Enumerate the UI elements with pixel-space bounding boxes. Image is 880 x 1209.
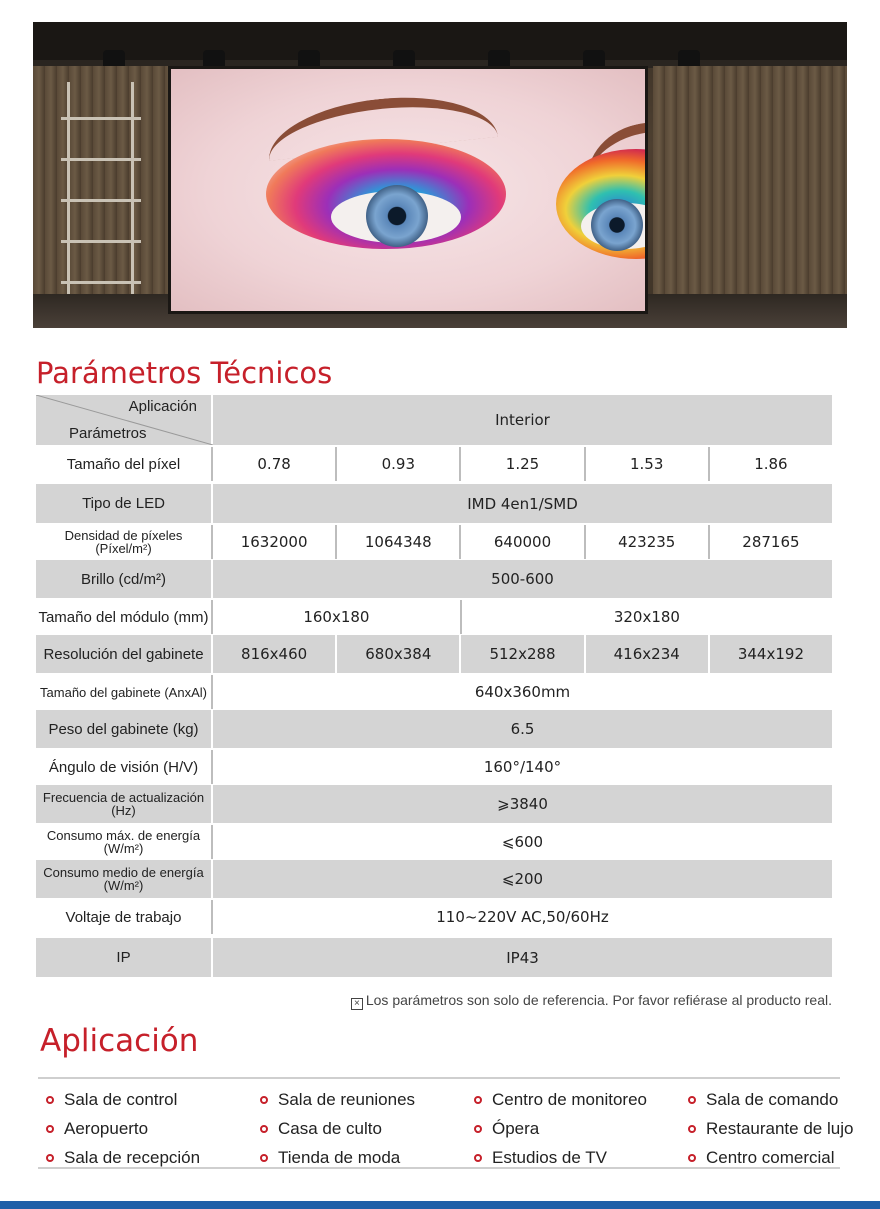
bullet-icon (260, 1096, 268, 1104)
table-row (36, 825, 832, 859)
list-item-label: Sala de reuniones (278, 1089, 416, 1109)
reference-note-text: Los parámetros son solo de referencia. Por favor refiérase al producto real. (365, 992, 832, 1008)
application-column (260, 1085, 415, 1172)
cell-value: 1064348 (335, 525, 459, 559)
cell-value: 816x460 (241, 645, 308, 663)
list-item (260, 1114, 415, 1143)
cell-value: ⩽600 (501, 833, 544, 851)
bullet-icon (46, 1125, 54, 1133)
list-item-label: Sala de comando (706, 1089, 839, 1109)
cell-value: 423235 (584, 525, 708, 559)
row-label: Voltaje de trabajo (36, 900, 213, 934)
table-header-row (36, 395, 832, 445)
bullet-icon (46, 1096, 54, 1104)
led-display (168, 66, 648, 314)
params-title: Parámetros Técnicos (36, 356, 333, 390)
bullet-icon (474, 1154, 482, 1162)
row-label: Peso del gabinete (kg) (36, 710, 213, 748)
row-label: Consumo máx. de energía (W/m²) (36, 825, 213, 859)
row-label: Tamaño del módulo (mm) (36, 600, 213, 634)
list-item (474, 1143, 647, 1172)
reference-note (351, 992, 832, 1009)
list-item-label: Casa de culto (278, 1118, 382, 1138)
bullet-icon (46, 1154, 54, 1162)
row-label: Tipo de LED (36, 484, 213, 523)
bullet-icon (260, 1154, 268, 1162)
table-row (36, 635, 832, 673)
cell-value: 1.25 (459, 447, 583, 481)
table-row (36, 750, 832, 784)
table-row (36, 938, 832, 977)
list-item-label: Aeropuerto (64, 1118, 149, 1138)
list-item-label: Restaurante de lujo (706, 1118, 854, 1138)
list-item (260, 1085, 415, 1114)
list-item (688, 1085, 853, 1114)
row-label: Tamaño del gabinete (AnxAl) (36, 675, 213, 709)
header-application-label: Aplicación (128, 398, 197, 415)
cell-value: 640000 (459, 525, 583, 559)
cell-value: 320x180 (460, 600, 832, 634)
table-row (36, 560, 832, 598)
list-item (46, 1085, 200, 1114)
header-parameters-label: Parámetros (69, 425, 147, 442)
bullet-icon (260, 1125, 268, 1133)
header-corner-cell (36, 395, 213, 445)
application-column (46, 1085, 200, 1172)
cell-value: 416x234 (584, 635, 708, 673)
bottom-bar (0, 1201, 880, 1209)
iris-left (366, 185, 428, 247)
cell-value: IP43 (506, 948, 539, 967)
led-screen-photo (33, 22, 847, 328)
cell-value: 640x360mm (474, 683, 571, 701)
table-row (36, 447, 832, 481)
bullet-icon (688, 1154, 696, 1162)
cell-value: 110~220V AC,50/60Hz (436, 908, 609, 926)
list-item (46, 1143, 200, 1172)
table-row (36, 785, 832, 823)
application-column (688, 1085, 853, 1172)
curtain-right (653, 66, 847, 318)
list-item-label: Sala de recepción (64, 1147, 201, 1167)
cell-value: 680x384 (335, 635, 459, 673)
cell-value: 160x180 (303, 608, 370, 626)
cell-value: ⩽200 (501, 870, 544, 888)
header-interior-value: Interior (495, 411, 550, 429)
application-list (38, 1077, 854, 1169)
table-row (36, 860, 832, 898)
list-item-label: Sala de control (64, 1089, 178, 1109)
row-label: IP (36, 938, 213, 977)
cell-value: 0.93 (335, 447, 459, 481)
table-row (36, 675, 832, 709)
cell-value: 0.78 (257, 455, 291, 473)
cell-value: 512x288 (459, 635, 583, 673)
cell-value: 287165 (708, 525, 832, 559)
table-row (36, 525, 832, 559)
list-item-label: Ópera (492, 1118, 540, 1138)
list-item-label: Centro de monitoreo (492, 1089, 647, 1109)
cell-value: 1.86 (708, 447, 832, 481)
list-item (46, 1114, 200, 1143)
list-item-label: Centro comercial (706, 1147, 835, 1167)
table-row (36, 900, 832, 934)
list-item (688, 1114, 853, 1143)
list-item (688, 1143, 853, 1172)
cell-value: ⩾3840 (497, 795, 548, 813)
cell-value: 1632000 (240, 533, 308, 551)
row-label: Frecuencia de actualización (Hz) (36, 785, 213, 823)
cell-value: 1.53 (584, 447, 708, 481)
cell-value: 6.5 (510, 720, 535, 738)
application-title: Aplicación (40, 1023, 199, 1059)
bullet-icon (688, 1096, 696, 1104)
row-label: Densidad de píxeles (Píxel/m²) (36, 525, 213, 559)
row-label: Resolución del gabinete (36, 635, 213, 673)
row-label: Brillo (cd/m²) (36, 560, 213, 598)
table-row (36, 484, 832, 523)
table-row (36, 710, 832, 748)
list-item (260, 1143, 415, 1172)
list-item-label: Tienda de moda (278, 1147, 401, 1167)
row-label: Ángulo de visión (H/V) (36, 750, 213, 784)
cell-value: 344x192 (708, 635, 832, 673)
row-label: Tamaño del píxel (36, 447, 213, 481)
scaffold (61, 82, 141, 322)
row-label: Consumo medio de energía (W/m²) (36, 860, 213, 898)
iris-right (591, 199, 643, 251)
table-row (36, 600, 832, 634)
bullet-icon (688, 1125, 696, 1133)
bullet-icon (474, 1125, 482, 1133)
list-item (474, 1114, 647, 1143)
list-item-label: Estudios de TV (492, 1147, 607, 1167)
application-column (474, 1085, 647, 1172)
cell-value: 500-600 (491, 570, 554, 588)
cell-value: IMD 4en1/SMD (467, 494, 578, 513)
list-item (474, 1085, 647, 1114)
bullet-icon (474, 1096, 482, 1104)
note-box-icon: × (351, 998, 363, 1010)
cell-value: 160°/140° (483, 758, 562, 776)
